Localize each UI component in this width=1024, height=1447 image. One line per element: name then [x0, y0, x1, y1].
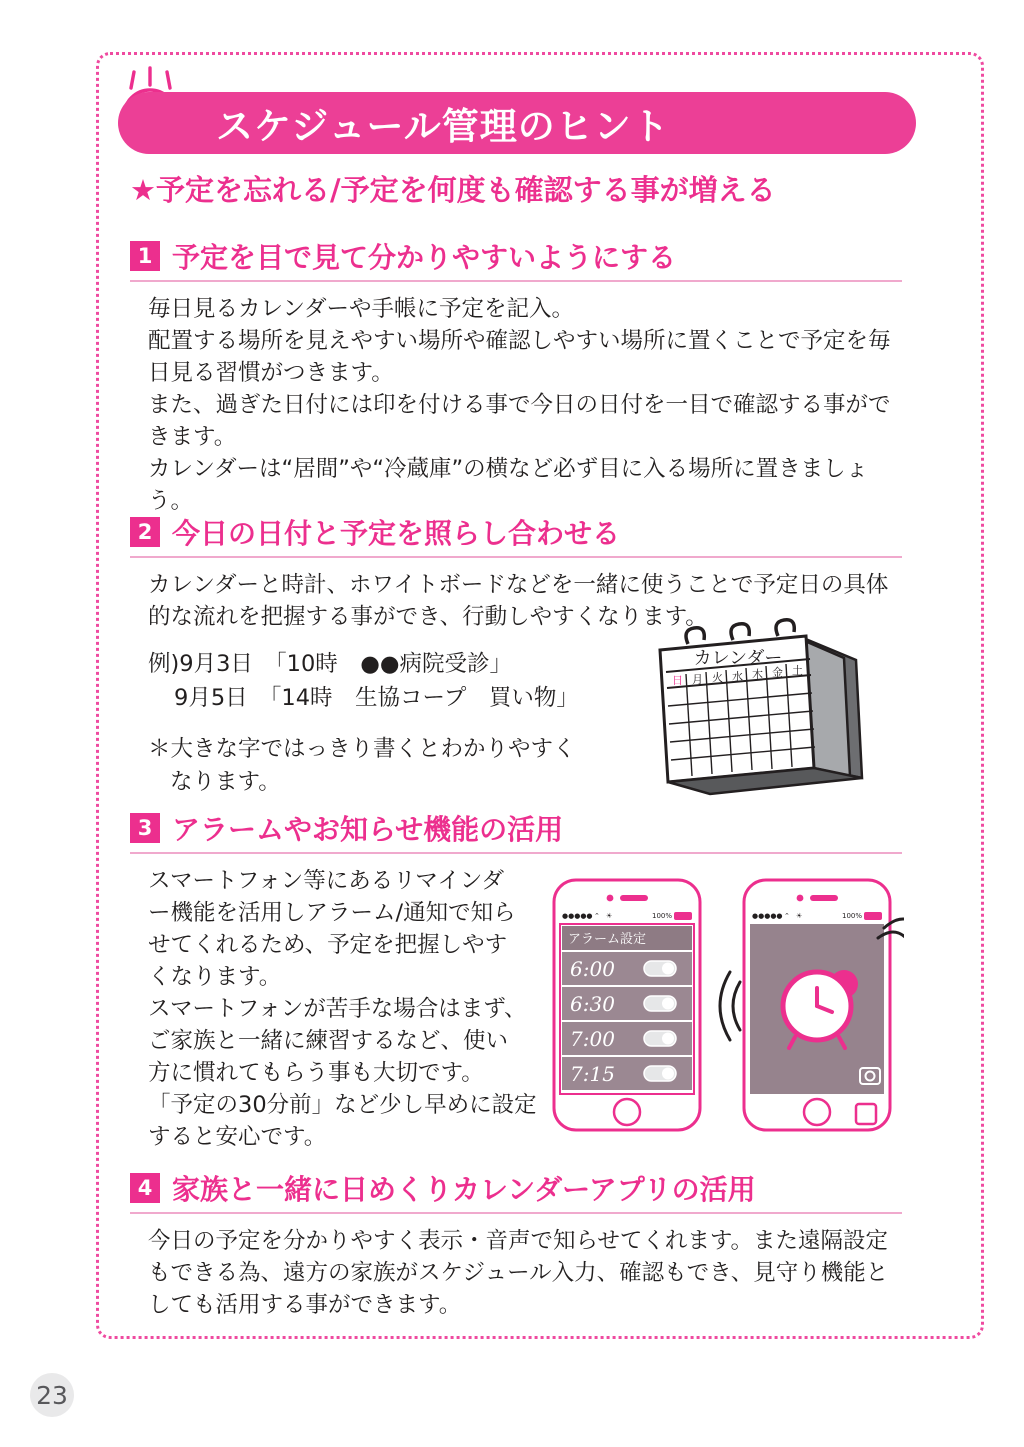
section-3-title: アラームやお知らせ機能の活用: [172, 813, 564, 846]
paragraph: ー機能を活用しアラーム/通知で知ら: [148, 899, 516, 926]
page-number: 23: [30, 1373, 74, 1417]
section-3-header: [130, 808, 902, 854]
section-2-header: [130, 512, 902, 558]
home-button[interactable]: [614, 1099, 640, 1125]
section-1-header: [130, 236, 902, 282]
smartphone-alarm-illustration: [548, 872, 904, 1140]
alarm-time[interactable]: 6:30: [570, 992, 615, 1016]
alarm-screen-title: アラーム設定: [568, 932, 647, 947]
section-3-number: 3: [130, 813, 160, 843]
sun-icon: ☀: [606, 912, 613, 920]
paragraph: 「予定の30分前」など少し早めに設定: [148, 1091, 537, 1118]
battery-percent: 100%: [652, 912, 673, 920]
paragraph: ご家族と一緒に練習するなど、使い: [148, 1027, 509, 1054]
paragraph: スマートフォン等にあるリマインダ: [148, 868, 504, 894]
status-signal: ●●●●●: [562, 912, 593, 920]
paragraph: また、過ぎた日付には印を付ける事で今日の日付を一目で確認する事ができます。: [148, 391, 891, 450]
paragraph: 毎日見るカレンダーや手帳に予定を記入。: [148, 296, 575, 322]
example-line: 例)9月3日 「10時 ●●病院受診」: [148, 650, 513, 677]
status-signal: ●●●●●: [752, 912, 783, 920]
calendar-weekday: 月: [692, 673, 703, 686]
paragraph: すると安心です。: [148, 1123, 327, 1150]
section-4-title: 家族と一緒に日めくりカレンダーアプリの活用: [172, 1173, 756, 1206]
page-title: スケジュール管理のヒント: [216, 105, 670, 148]
calendar-caption: カレンダー: [693, 648, 783, 669]
battery-percent: 100%: [842, 912, 863, 920]
calendar-weekday: 火: [712, 671, 723, 684]
section-2-title: 今日の日付と予定を照らし合わせる: [172, 517, 621, 550]
alarm-time[interactable]: 6:00: [570, 957, 615, 981]
home-button[interactable]: [804, 1099, 830, 1125]
section-3-body: [148, 866, 548, 1153]
section-4: [130, 1168, 902, 1322]
paragraph: せてくれるため、予定を把握しやす: [148, 931, 508, 958]
wifi-icon: ⌃: [594, 912, 600, 920]
paragraph: くなります。: [148, 963, 282, 990]
alarm-time[interactable]: 7:15: [570, 1062, 615, 1086]
example-line: 9月5日 「14時 生協コープ 買い物」: [174, 684, 579, 711]
section-star-heading: ★予定を忘れる/予定を何度も確認する事が増える: [130, 173, 776, 207]
paragraph: 今日の予定を分かりやすく表示・音声で知らせてくれます。また遠隔設定もできる為、遠方の家族がスケジュール入力、確認もでき、見守り機能としても活用する事ができます。: [148, 1228, 889, 1318]
wifi-icon: ⌃: [784, 912, 790, 920]
calendar-weekday: 金: [772, 666, 783, 679]
alarm-time[interactable]: 7:00: [570, 1027, 615, 1051]
page-banner: [118, 92, 916, 154]
calendar-weekday: 日: [672, 674, 683, 687]
calendar-weekday: 水: [732, 670, 743, 683]
note-line: ＊大きな字ではっきり書くとわかりやすく: [148, 736, 576, 763]
paragraph: スマートフォンが苦手な場合はまず、: [148, 995, 527, 1022]
section-4-header: [130, 1168, 902, 1214]
section-2-number: 2: [130, 517, 160, 547]
section-4-body: [148, 1226, 910, 1322]
calendar-weekday: 土: [792, 664, 803, 677]
note-line: なります。: [170, 769, 281, 795]
paragraph: カレンダーと時計、ホワイトボードなどを一緒に使うことで予定日の具体的な流れを把握する事ができ、行動しやすくなります。: [148, 572, 889, 630]
section-1-body: [148, 294, 902, 518]
sun-icon: ☀: [796, 912, 803, 920]
section-1-title: 予定を目で見て分かりやすいようにする: [172, 241, 677, 274]
paragraph: 方に慣れてもらう事も大切です。: [148, 1059, 484, 1086]
paragraph: カレンダーは“居間”や“冷蔵庫”の横など必ず目に入る場所に置きましょう。: [148, 455, 869, 514]
desk-calendar-illustration: [648, 618, 898, 818]
section-1-number: 1: [130, 241, 160, 271]
calendar-weekday: 木: [752, 668, 763, 681]
paragraph: 配置する場所を見えやすい場所や確認しやすい場所に置くことで予定を毎日見る習慣がつきます。: [148, 327, 891, 386]
section-4-number: 4: [130, 1173, 160, 1203]
section-1: [130, 236, 902, 518]
